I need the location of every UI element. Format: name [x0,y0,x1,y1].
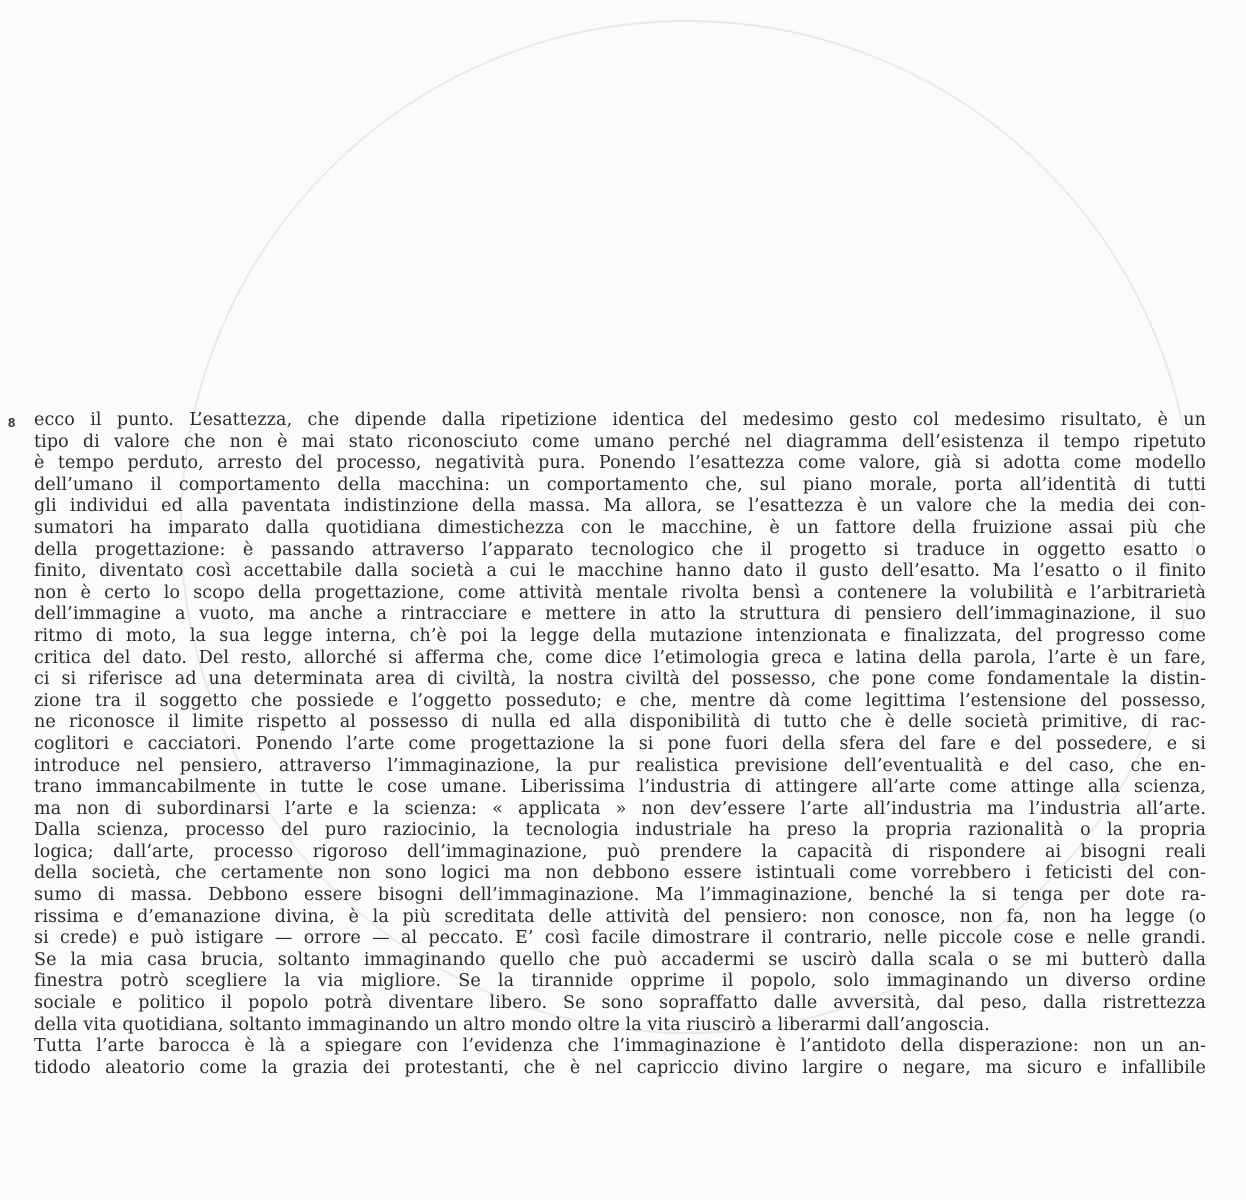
text-line: Dalla scienza, processo del puro raziocinio, la tecnologia industriale ha preso la propria razionalità o la propria [34,820,1206,841]
text-line: rissima e d’emanazione divina, è la più screditata delle attività del pensiero: non conosce, non fa, non ha legge (o [34,906,1206,927]
text-line: della progettazione: è passando attraverso l’apparato tecnologico che il progetto si traduce in oggetto esatto o [34,539,1206,560]
text-line: è tempo perduto, arresto del processo, negatività pura. Ponendo l’esattezza come valore, già si adotta come modello [34,453,1206,474]
text-line: della vita quotidiana, soltanto immaginando un altro mondo oltre la vita riuscirò a liberarmi dall’angoscia. [34,1014,990,1035]
text-line: ma non di subordinarsi l’arte e la scienza: « applicata » non dev’essere l’arte all’industria ma l’industria all’arte. [34,798,1206,819]
text-line: ritmo di moto, la sua legge interna, ch’è poi la legge della mutazione intenzionata e finalizzata, del progresso come [34,625,1206,646]
text-line: ci si riferisce ad una determinata area di civiltà, la nostra civiltà del possesso, che pone come fondamentale la distin- [34,669,1206,690]
text-line: tidodo aleatorio come la grazia dei protestanti, che è nel capriccio divino largire o negare, ma sicuro e infallibile [34,1057,1206,1078]
text-line: tipo di valore che non è mai stato riconosciuto come umano perché nel diagramma dell’esistenza il tempo ripetuto [34,431,1206,452]
text-line: sociale e politico il popolo potrà diventare libero. Se sono sopraffatto dalle avversità, dal peso, dalla ristrettezza [34,993,1206,1014]
text-line: della società, che certamente non sono logici ma non debbono essere istintuali come vorrebbero i feticisti del con- [34,863,1206,884]
text-line: dell’umano il comportamento della macchina: un comportamento che, sul piano morale, porta all’identità di tutti [34,474,1206,495]
text-line: finestra potrò scegliere la via migliore. Se la tirannide opprime il popolo, solo immaginando un diverso ordine [34,971,1206,992]
text-line: dell’immagine a vuoto, ma anche a rintracciare e mettere in atto la struttura di pensiero dell’immaginazione, il suo [34,604,1206,625]
text-line: trano immancabilmente in tutte le cose umane. Liberissima l’industria di attingere all’arte come attinge alla scienza, [34,777,1206,798]
text-line: finito, diventato così accettabile dalla società a cui le macchine hanno dato il gusto dell’esatto. Ma l’esatto o il finito [34,561,1206,582]
text-line: sumo di massa. Debbono essere bisogni dell’immaginazione. Ma l’immaginazione, benché la si tenga per dote ra- [34,885,1206,906]
text-line: ecco il punto. L’esattezza, che dipende dalla ripetizione identica del medesimo gesto col medesimo risultato, è un [34,410,1206,430]
text-line: Se la mia casa brucia, soltanto immaginando quello che può accadermi se uscirò dalla scala o se mi butterò dalla [34,949,1206,970]
text-line: zione tra il soggetto che possiede e l’oggetto posseduto; e che, mentre dà come legittima l’estensione del possesso, [34,690,1206,711]
page-number: 8 [8,415,16,430]
text-line: ne riconosce il limite rispetto al possesso di nulla ed alla disponibilità di tutto che è delle società primitive, di rac- [34,712,1206,733]
text-line: critica del dato. Del resto, allorché si afferma che, come dice l’etimologia greca e latina della parola, l’arte è un fare, [34,647,1206,668]
text-line: introduce nel pensiero, attraverso l’immaginazione, la pur realistica previsione dell’eventualità e del caso, che en- [34,755,1206,776]
text-line: si crede) e può istigare — orrore — al peccato. E’ così facile dimostrare il contrario, nelle piccole cose e nelle grandi. [34,928,1206,949]
text-line: Tutta l’arte barocca è là a spiegare con l’evidenza che l’immaginazione è l’antidoto della disperazione: non un an- [34,1036,1206,1057]
text-line: non è certo lo scopo della progettazione, come attività mentale rivolta bensì a contenere la volubilità e l’arbitrarietà [34,582,1206,603]
text-line: logica; dall’arte, processo rigoroso dell’immaginazione, può prendere la capacità di rispondere ai bisogni reali [34,841,1206,862]
text-line: sumatori ha imparato dalla quotidiana dimestichezza con le macchine, è un fattore della fruizione assai più che [34,517,1206,538]
body-text [34,410,1206,1079]
text-line: gli individui ed alla paventata indistinzione della massa. Ma allora, se l’esattezza è un valore che la media dei con- [34,496,1206,517]
text-line: coglitori e cacciatori. Ponendo l’arte come progettazione la si pone fuori della sfera del fare e del possedere, e si [34,733,1206,754]
